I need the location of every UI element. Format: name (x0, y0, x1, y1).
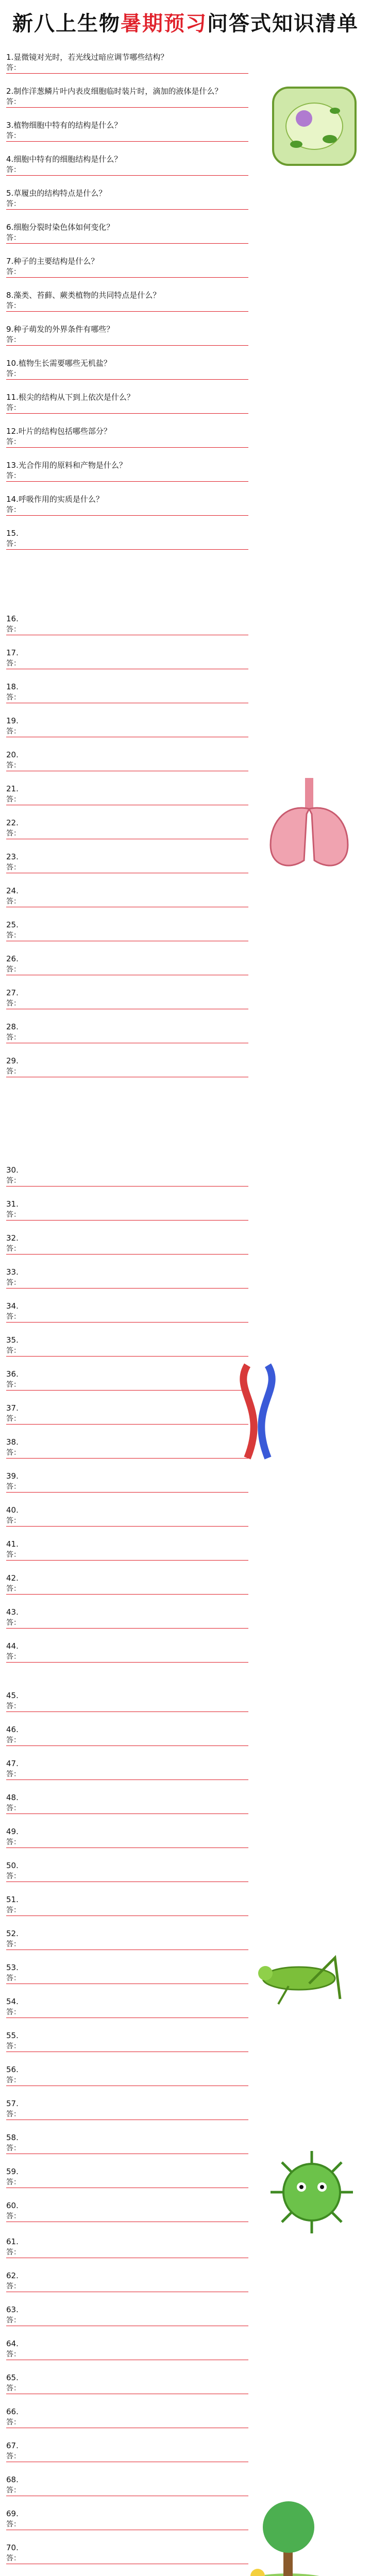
qa-item (6, 2542, 248, 2564)
qa-item (6, 1300, 248, 1323)
answer-label: 答： (6, 1381, 21, 1389)
qa-item (6, 1470, 248, 1493)
answer-label: 答： (6, 2282, 21, 2291)
answer-label: 答： (6, 2144, 21, 2153)
answer (6, 2177, 248, 2188)
answer-label: 答： (6, 1770, 21, 1778)
answer (6, 1244, 248, 1255)
question: 18. (6, 682, 19, 691)
qa-item (6, 2474, 248, 2496)
answer-label: 答： (6, 472, 21, 480)
qa-item (6, 222, 248, 244)
qa-item (6, 1572, 248, 1595)
answer (6, 930, 248, 941)
answer (6, 1701, 248, 1712)
qa-item (6, 2440, 248, 2462)
answer-label: 答： (6, 1974, 21, 1982)
answer-label: 答： (6, 1279, 21, 1287)
qa-item (6, 1826, 248, 1848)
question: 15. (6, 529, 19, 538)
answer (6, 2519, 248, 2530)
question: 52. (6, 1929, 19, 1938)
answer-label: 答： (6, 2076, 21, 2084)
answer (6, 2553, 248, 2564)
qa-item (6, 1996, 248, 2018)
answer (6, 726, 248, 737)
question: 25. (6, 920, 19, 929)
answer (6, 233, 248, 244)
qa-item (6, 1266, 248, 1289)
question: 16. (6, 614, 19, 623)
answer-label: 答： (6, 1838, 21, 1846)
question: 17. (6, 648, 19, 657)
answer (6, 2075, 248, 2086)
qa-item (6, 817, 248, 839)
question: 39. (6, 1471, 19, 1481)
answer (6, 624, 248, 635)
answer (6, 1210, 248, 1221)
answer (6, 760, 248, 771)
answer (6, 1871, 248, 1882)
ecosystem-illustration (232, 2499, 345, 2576)
qa-item (6, 715, 248, 737)
answer (6, 2451, 248, 2462)
qa-item (6, 324, 248, 346)
answer (6, 692, 248, 703)
qa-item (6, 885, 248, 907)
question: 33. (6, 1267, 19, 1277)
question: 43. (6, 1607, 19, 1617)
qa-item (6, 1962, 248, 1984)
answer (6, 2007, 248, 2018)
answer (6, 2417, 248, 2428)
answer-label: 答： (6, 1415, 21, 1423)
answer-label: 答： (6, 1702, 21, 1710)
qa-item (6, 494, 248, 516)
answer (6, 539, 248, 550)
question: 2.制作洋葱鳞片叶内表皮细胞临时装片时，滴加的液体是什么？ (6, 87, 223, 96)
qa-item (6, 358, 248, 380)
qa-item (6, 2338, 248, 2360)
answer-label: 答： (6, 1449, 21, 1457)
answer-label: 答： (6, 965, 21, 974)
qa-item (6, 1724, 248, 1746)
answer (6, 896, 248, 907)
answer-label: 答： (6, 302, 21, 310)
answer-label: 答： (6, 761, 21, 770)
qa-item (6, 2064, 248, 2086)
answer-label: 答： (6, 438, 21, 446)
qa-item (6, 1198, 248, 1221)
answer (6, 862, 248, 873)
answer-label: 答： (6, 1245, 21, 1253)
question: 27. (6, 988, 19, 997)
answer-label: 答： (6, 2178, 21, 2187)
qa-item (6, 2304, 248, 2326)
answer-label: 答： (6, 268, 21, 276)
answer-label: 答： (6, 1872, 21, 1880)
qa-item (6, 1232, 248, 1255)
question: 37. (6, 1403, 19, 1413)
question: 46. (6, 1725, 19, 1734)
answer (6, 131, 248, 142)
qa-item (6, 2030, 248, 2052)
qa-item (6, 2200, 248, 2222)
qa-item (6, 1928, 248, 1950)
qa-item (6, 1164, 248, 1187)
qa-item (6, 2236, 248, 2258)
answer-label: 答： (6, 2212, 21, 2221)
qa-item (6, 681, 248, 703)
qa-item (6, 953, 248, 975)
answer-label: 答： (6, 1347, 21, 1355)
answer-label: 答： (6, 2350, 21, 2359)
question: 57. (6, 2099, 19, 2108)
question: 32. (6, 1233, 19, 1243)
answer-label: 答： (6, 1619, 21, 1627)
answer-label: 答： (6, 166, 21, 174)
answer (6, 471, 248, 482)
question: 48. (6, 1793, 19, 1802)
question: 34. (6, 1301, 19, 1311)
question: 28. (6, 1022, 19, 1031)
question: 13.光合作用的原料和产物是什么？ (6, 461, 127, 470)
question: 24. (6, 886, 19, 895)
question: 47. (6, 1759, 19, 1768)
answer (6, 1032, 248, 1043)
question: 22. (6, 818, 19, 827)
qa-item (6, 851, 248, 873)
answer (6, 2315, 248, 2326)
blood-vessels-illustration (227, 1360, 289, 1463)
answer-label: 答： (6, 1585, 21, 1593)
qa-item (6, 2132, 248, 2154)
qa-item (6, 1055, 248, 1077)
qa-item (6, 1021, 248, 1043)
question: 54. (6, 1997, 19, 2006)
answer-label: 答： (6, 234, 21, 242)
qa-item (6, 426, 248, 448)
answer-label: 答： (6, 2520, 21, 2529)
qa-item (6, 647, 248, 669)
answer-label: 答： (6, 132, 21, 140)
question: 21. (6, 784, 19, 793)
answer-label: 答： (6, 1551, 21, 1559)
page-title (0, 7, 371, 37)
question: 44. (6, 1641, 19, 1651)
answer (6, 1769, 248, 1780)
answer-label: 答： (6, 540, 21, 548)
answer-label: 答： (6, 404, 21, 412)
question: 1.显微镜对光时，若光线过暗应调节哪些结构？ (6, 53, 168, 62)
question: 51. (6, 1895, 19, 1904)
qa-item (6, 392, 248, 414)
answer (6, 1837, 248, 1848)
answer (6, 2211, 248, 2222)
question: 5.草履虫的结构特点是什么？ (6, 189, 107, 198)
answer (6, 1803, 248, 1814)
qa-item (6, 290, 248, 312)
answer-label: 答： (6, 2316, 21, 2325)
answer-label: 答： (6, 2418, 21, 2427)
question: 8.藻类、苔藓、蕨类植物的共同特点是什么？ (6, 291, 161, 300)
answer-label: 答： (6, 863, 21, 872)
question: 35. (6, 1335, 19, 1345)
question: 59. (6, 2167, 19, 2176)
answer (6, 63, 248, 74)
answer-label: 答： (6, 2554, 21, 2563)
answer (6, 301, 248, 312)
answer (6, 2281, 248, 2292)
qa-item (6, 2270, 248, 2292)
question: 56. (6, 2065, 19, 2074)
question: 29. (6, 1056, 19, 1065)
qa-item (6, 1894, 248, 1916)
qa-item (6, 1860, 248, 1882)
question: 26. (6, 954, 19, 963)
question: 11.根尖的结构从下到上依次是什么？ (6, 393, 134, 402)
qa-item (6, 613, 248, 635)
question: 41. (6, 1539, 19, 1549)
answer-label: 答： (6, 2452, 21, 2461)
answer (6, 369, 248, 380)
answer (6, 165, 248, 176)
question: 19. (6, 716, 19, 725)
question: 58. (6, 2133, 19, 2142)
answer-label: 答： (6, 1653, 21, 1661)
answer-label: 答： (6, 1033, 21, 1042)
qa-item (6, 987, 248, 1009)
answer-label: 答： (6, 625, 21, 634)
answer-label: 答： (6, 64, 21, 72)
answer-label: 答： (6, 370, 21, 378)
qa-item (6, 256, 248, 278)
answer (6, 2109, 248, 2120)
qa-item (6, 120, 248, 142)
answer-label: 答： (6, 98, 21, 106)
answer (6, 1380, 248, 1391)
answer-label: 答： (6, 1483, 21, 1491)
question: 3.植物细胞中特有的结构是什么？ (6, 121, 122, 130)
qa-item (6, 1334, 248, 1357)
question: 4.细胞中特有的细胞结构是什么？ (6, 155, 122, 164)
qa-item (6, 154, 248, 176)
answer (6, 794, 248, 805)
question: 40. (6, 1505, 19, 1515)
question: 20. (6, 750, 19, 759)
question: 38. (6, 1437, 19, 1447)
qa-item (6, 188, 248, 210)
answer-label: 答： (6, 336, 21, 344)
answer (6, 1905, 248, 1916)
qa-item (6, 2372, 248, 2394)
qa-item (6, 1640, 248, 1663)
qa-item (6, 528, 248, 550)
answer-label: 答： (6, 999, 21, 1008)
question: 12.叶片的结构包括哪些部分？ (6, 427, 111, 436)
question: 10.植物生长需要哪些无机盐？ (6, 359, 111, 368)
qa-item (6, 1606, 248, 1629)
answer (6, 1973, 248, 1984)
qa-item (6, 1402, 248, 1425)
question: 65. (6, 2373, 19, 2382)
answer-label: 答： (6, 1067, 21, 1076)
answer (6, 2349, 248, 2360)
qa-item (6, 1436, 248, 1459)
qa-item (6, 2098, 248, 2120)
answer (6, 403, 248, 414)
answer-label: 答： (6, 1906, 21, 1914)
question: 55. (6, 2031, 19, 2040)
title-part-2: 暑期预习 (121, 12, 207, 36)
qa-item (6, 2406, 248, 2428)
answer (6, 1652, 248, 1663)
answer-label: 答： (6, 506, 21, 514)
qa-item (6, 1758, 248, 1780)
answer-label: 答： (6, 795, 21, 804)
question: 23. (6, 852, 19, 861)
virus-illustration (268, 2148, 356, 2236)
qa-item (6, 1368, 248, 1391)
answer-label: 答： (6, 2248, 21, 2257)
answer (6, 1618, 248, 1629)
answer (6, 335, 248, 346)
answer (6, 998, 248, 1009)
question: 9.种子萌发的外界条件有哪些？ (6, 325, 114, 334)
question: 69. (6, 2509, 19, 2518)
qa-item (6, 52, 248, 74)
question: 30. (6, 1165, 19, 1175)
qa-item (6, 1792, 248, 1814)
title-part-3: 问答式知识清单 (207, 12, 359, 36)
question: 60. (6, 2201, 19, 2210)
answer (6, 1176, 248, 1187)
question: 66. (6, 2407, 19, 2416)
question: 63. (6, 2305, 19, 2314)
answer (6, 267, 248, 278)
qa-item (6, 919, 248, 941)
answer (6, 828, 248, 839)
answer-label: 答： (6, 2384, 21, 2393)
answer (6, 964, 248, 975)
question: 67. (6, 2441, 19, 2450)
question: 70. (6, 2543, 19, 2552)
answer-label: 答： (6, 897, 21, 906)
answer-label: 答： (6, 931, 21, 940)
question: 61. (6, 2237, 19, 2246)
qa-item (6, 2166, 248, 2188)
qa-item (6, 1538, 248, 1561)
answer-label: 答： (6, 2042, 21, 2050)
question: 53. (6, 1963, 19, 1972)
answer-label: 答： (6, 2486, 21, 2495)
question: 49. (6, 1827, 19, 1836)
answer (6, 2247, 248, 2258)
answer-label: 答： (6, 1804, 21, 1812)
answer (6, 1584, 248, 1595)
question: 7.种子的主要结构是什么？ (6, 257, 99, 266)
answer (6, 1346, 248, 1357)
answer (6, 505, 248, 516)
qa-item (6, 783, 248, 805)
lungs-illustration (258, 773, 361, 876)
answer (6, 1278, 248, 1289)
answer (6, 97, 248, 108)
qa-item (6, 1690, 248, 1712)
question: 64. (6, 2339, 19, 2348)
answer (6, 1550, 248, 1561)
answer (6, 1414, 248, 1425)
qa-item (6, 2508, 248, 2530)
answer-label: 答： (6, 2110, 21, 2119)
answer-label: 答： (6, 200, 21, 208)
answer-label: 答： (6, 1940, 21, 1948)
answer (6, 1066, 248, 1077)
qa-item (6, 1504, 248, 1527)
answer (6, 2143, 248, 2154)
question: 45. (6, 1691, 19, 1700)
answer (6, 437, 248, 448)
answer (6, 1448, 248, 1459)
answer-label: 答： (6, 1736, 21, 1744)
answer (6, 1312, 248, 1323)
answer (6, 2383, 248, 2394)
answer (6, 1516, 248, 1527)
answer-label: 答： (6, 1313, 21, 1321)
answer-label: 答： (6, 1211, 21, 1219)
title-part-1: 新八上生物 (12, 12, 121, 36)
question: 68. (6, 2475, 19, 2484)
answer-label: 答： (6, 659, 21, 668)
grasshopper-illustration (247, 1937, 350, 2014)
answer-label: 答： (6, 829, 21, 838)
qa-item (6, 460, 248, 482)
answer (6, 199, 248, 210)
answer-label: 答： (6, 1517, 21, 1525)
answer-label: 答： (6, 693, 21, 702)
question: 36. (6, 1369, 19, 1379)
answer (6, 1735, 248, 1746)
question: 31. (6, 1199, 19, 1209)
answer (6, 2485, 248, 2496)
question: 6.细胞分裂时染色体如何变化？ (6, 223, 114, 232)
question: 42. (6, 1573, 19, 1583)
plant-cell-illustration (268, 82, 361, 170)
qa-item (6, 749, 248, 771)
answer-label: 答： (6, 2008, 21, 2016)
question: 62. (6, 2271, 19, 2280)
qa-item (6, 86, 248, 108)
answer-label: 答： (6, 727, 21, 736)
answer (6, 1939, 248, 1950)
answer (6, 2041, 248, 2052)
question: 14.呼吸作用的实质是什么？ (6, 495, 104, 504)
question: 50. (6, 1861, 19, 1870)
answer-label: 答： (6, 1177, 21, 1185)
answer (6, 658, 248, 669)
answer (6, 1482, 248, 1493)
